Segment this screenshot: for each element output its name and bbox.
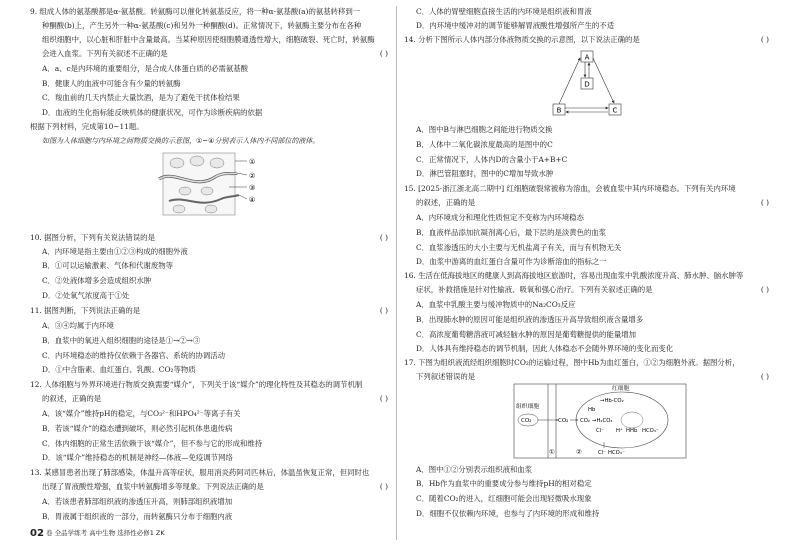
hhb-label: HHb [626,428,638,434]
material-text: 如图为人体细胞与内环境之间物质交换的示意图，①~④分别表示人体内不同部位的液体。 [42,137,320,145]
left-column [30,0,388,556]
q11-option-d: D．①中含脂素、血红蛋白、乳酸、CO₂等物质 [42,365,196,374]
q17-option-d: D．细胞不仅依赖内环境，也参与了内环境的形成和维持 [416,509,600,518]
diagram-label-2: ② [249,172,256,180]
q14-stem-text: 14. 分析下图所示人体内部分体液物质交换的示意图，以下说法正确的是 [404,35,640,44]
q17-stem-text: 下列叙述错误的是 [416,372,476,381]
rbc-label: 红细胞 [612,386,630,392]
q13-stem-line-1: 13. 某感冒患者出现了肺部感染，体温升高等症状，服用消炎药阿司匹林后，体温虽恢复正常，但同时也 [30,468,370,477]
cl-in-label: Cl⁻ [596,428,604,434]
q17-answer-paren: ( ) [760,372,769,381]
q9-answer-paren: ( ) [379,49,388,58]
tissue-cell [173,205,185,213]
q10-option-b: B．①可以运输激素、气体和代谢废物等 [42,261,174,270]
diagram-label-4: ④ [249,196,256,204]
hco3-out-label: HCO₃⁻ [608,450,625,456]
fluid-2-label: ② [576,448,582,456]
hplus-label: H⁺ [616,428,623,434]
q14-answer-paren: ( ) [760,35,769,44]
node-d-label: D [584,80,590,89]
q9-option-d: D．血液的生化指标能反映机体的健康状况，可作为诊断疾病的依据 [42,108,263,117]
q12-stem-line-1: 12. 人体细胞与外界环境进行物质交换需要“媒介”，下列关于该“媒介”的理化特性及其稳态的调节机制 [30,380,363,389]
tissue-cell [201,187,213,195]
q17-stem-line-2 [416,371,769,382]
q17-option-b: B．Hb作为血浆中的重要成分参与维持pH的相对稳定 [416,479,592,488]
q12-stem-text: 的叙述，正确的是 [42,394,102,403]
q15-option-a: A．内环境成分和理化性质恒定不变称为内环境稳态 [416,213,584,222]
q15-option-d: D．血浆中游离的血红蛋白含量可作为诊断溶血的指标之一 [416,257,607,266]
q11-option-a: A．③④均属于内环境 [42,321,114,330]
q13-stem-text: 出现了胃液酸性增强，血浆中转氨酶增多等现象。下列说法正确的是 [42,482,264,491]
q14-option-d: D．淋巴管阻塞时，图中的C增加导致水肿 [416,169,554,178]
arrow-b-to-a [559,58,580,104]
q15-option-c: C．血浆渗透压的大小主要与无机盐离子有关，而与有机物无关 [416,243,622,252]
fluid-1-label: ① [549,448,555,456]
q16-answer-paren: ( ) [760,285,769,294]
diagram-label-1: ① [249,158,256,166]
q11-stem-text: 11. 据图判断，下列说法正确的是 [30,306,141,315]
node-a-label: A [584,53,590,62]
q11-option-b: B．血浆中的氧进入组织细胞的途径是①→②→③ [42,336,201,345]
label-leader [237,173,247,175]
q16-option-c: C．高浓度葡萄糖溶液可减轻脑水肿的原因是葡萄糖提供的能量增加 [416,330,636,339]
arrow-a-to-c [593,58,614,103]
q10-option-a: A．内环境是指主要由①②③构成的细胞外液 [42,247,188,256]
node-c-label: C [612,106,618,115]
q14-option-b: B．人体中二氧化碳浓度最高的是图中的C [416,140,553,149]
hb-co2-label: →Hb-CO₂ [600,398,624,404]
reaction-circle [621,412,643,428]
q16-option-b: B．出现肺水肿的原因可能是组织液的渗透压升高导致组织液含量增多 [416,315,644,324]
q16-option-a: A．血浆中乳酸主要与缓冲物质中的Na₂CO₃反应 [416,300,576,309]
q12-stem-line-2 [42,393,388,404]
page-number: 02 [30,528,44,539]
q10-stem [30,232,388,243]
page-footer [30,528,410,540]
body-fluid-exchange-diagram [544,48,634,120]
h2co3-label: →H₂CO₃ [592,418,613,424]
q9-stem-line-3: 组织细胞中，以心脏和肝脏中含量最高。当某种原因使细胞膜通透性增大，细胞破裂、死亡时，转氨酶 [42,35,375,44]
q17-option-a: A．图中①②分别表示组织液和血浆 [416,465,533,474]
q16-stem-text: 症状，补救措施是针对性输液、吸氧和强心治疗。下列有关叙述正确的是 [416,285,653,294]
q10-option-d: D．②处氧气浓度高于①处 [42,291,130,300]
tissue-exchange-diagram [155,151,260,221]
q12-answer-paren: ( ) [379,394,388,403]
q14-option-c: C．正常情况下，人体内D的含量小于A+B+C [416,155,568,164]
q15-option-b: B．血液样品添加抗凝剂离心后，最下层的是淡黄色的血浆 [416,228,607,237]
q15-stem-text: 的叙述，正确的是 [416,198,476,207]
q14-option-a: A．图中B与淋巴细胞之间能进行物质交换 [416,125,553,134]
node-b-label: B [556,106,562,115]
q13-option-d: D．内环境中缓冲对的调节能够解胃液酸性增强所产生的不适 [416,21,615,30]
q12-option-d: D．该“媒介”维持稳态的机制是神经—体液—免疫调节网络 [42,453,233,462]
tissue-cell [170,158,184,168]
q9-stem-line-1: 9. 组成人体的氨基酸都是α-氨基酸。转氨酶可以催化转氨基反应，将一种α-氨基酸(a)的氨基转移到一 [30,7,361,16]
q10-answer-paren: ( ) [379,233,388,242]
tissue-cell [179,187,191,195]
q10-stem-text: 10. 据图分析，下列有关说法错误的是 [30,233,155,242]
footer-text: 卷 全品学练考 高中生物 选择性必修1 ZK [46,529,165,537]
q13-answer-paren: ( ) [379,482,388,491]
q12-option-a: A．该“媒介”维持pH的稳定，与CO₃²⁻和HPO₄²⁻等离子有关 [42,409,241,418]
q9-stem-line-2: 种酮酸(b)上，产生另外一种α-氨基酸(c)和另外一种酮酸(d)。正常情况下，转氨酶主要分布在各种 [42,21,362,30]
q12-option-b: B．若该“媒介”的稳态遭到破坏，则必然引起机体患遗传病 [42,424,233,433]
diagram-label-3: ③ [249,184,256,192]
q15-stem-line-1: 15. [2025·浙江浙北高二期中] 红细胞破裂常被称为溶血，会被血浆中其内环境稳态。下列有关内环境 [404,184,736,193]
q9-stem-line-4 [42,48,388,59]
column-divider [396,6,397,540]
q13-option-b: B．胃液属于组织液的一部分，而转氨酶只分布于细胞内液 [42,512,233,521]
q9-option-a: A．a、c是内环境的重要组分，是合成人体蛋白质的必需氨基酸 [42,64,249,73]
co2-in-label: CO₂ [580,418,590,424]
co2-mid-label: CO₂ [558,418,569,424]
q17-stem-line-1: 17. 下图为组织液流经组织细胞时CO₂的运输过程，图中Hb为血红蛋白，①②为细胞外液。据图分析， [404,358,740,367]
tissue-cell [205,205,217,213]
material-intro: 根据下列材料，完成第10~11题。 [30,122,144,131]
q15-answer-paren: ( ) [760,198,769,207]
q11-answer-paren: ( ) [379,306,388,315]
hb-label: Hb [588,407,596,413]
co2-transport-diagram [512,382,692,460]
q10-option-c: C．②处液体增多会造成组织水肿 [42,276,152,285]
q9-stem-text: 会进入血浆。下列有关叙述不正确的是 [42,49,168,58]
q16-stem-line-1: 16. 生活在低海拔地区的健康人到高海拔地区旅游时，容易出现血浆中乳酸浓度升高、肺水肿、脑水肿等 [404,271,744,280]
q13-stem-line-2 [42,481,388,492]
co2-cell-label: CO₂ [521,418,532,424]
tissue-cell [190,156,204,166]
q15-stem-line-2 [416,197,769,208]
tissue-cell-label: 组织细胞 [516,404,540,410]
q16-option-d: D．人体具有维持稳态的调节机制，因此人体稳态不会随外界环境的变化而变化 [416,344,674,353]
q9-option-b: B．健康人的血液中可能含有少量的转氨酶 [42,79,181,88]
tissue-cell [210,158,224,168]
q11-option-c: C．内环境稳态的维持仅依赖于各器官、系统的协调活动 [42,351,226,360]
hco3-in-label: HCO₃⁻ [642,428,659,434]
q16-stem-line-2 [416,284,769,295]
q14-stem [404,34,769,45]
right-column [404,0,769,556]
q17-option-c: C．随着CO₂的进入，红细胞可能会出现轻微吸水现象 [416,494,592,503]
q13-option-c: C．人体的胃壁细胞直接生活的内环境是组织液和胃液 [416,7,592,16]
label-leader [239,195,247,199]
q12-option-c: C．体内细胞的正常生活依赖于该“媒介”，但不参与它的形成和维持 [42,439,263,448]
cl-out-label: Cl⁻ [598,450,606,456]
q13-option-a: A．若该患者肺部组织液的渗透压升高，则肺部组织液增加 [42,497,233,506]
q11-stem [30,305,388,316]
q9-option-c: C．羧血前的几天内禁止大量饮酒，是为了避免干扰体检结果 [42,93,240,102]
